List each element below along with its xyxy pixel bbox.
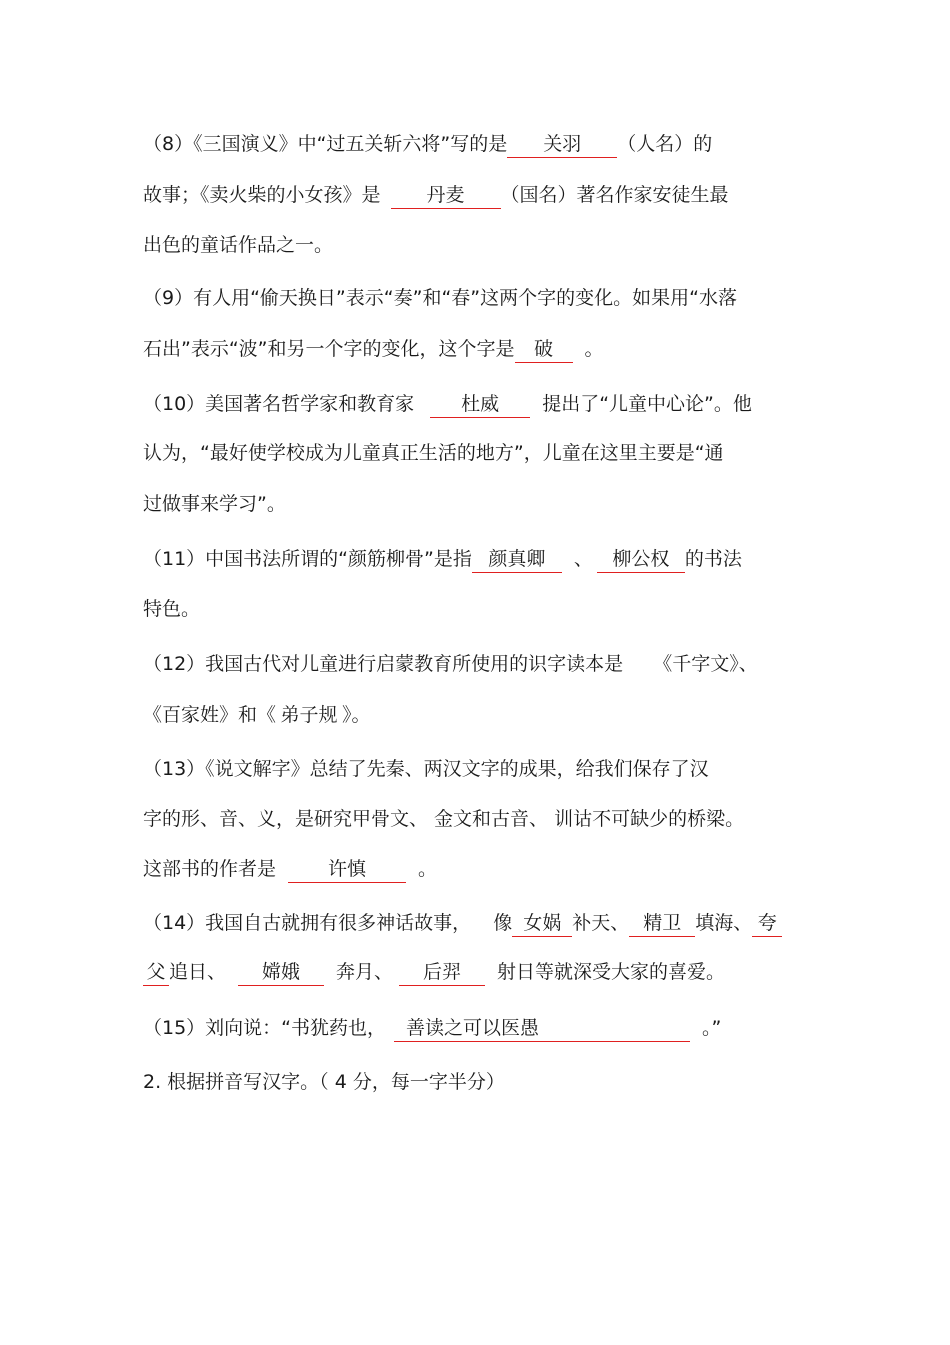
q10-line1: （10）美国著名哲学家和教育家 杜威 提出了“儿童中心论”。他 [143, 391, 752, 418]
q14-answer-blank-3b[interactable]: 父 [143, 959, 169, 986]
q14-answer-blank-2[interactable]: 精卫 [629, 910, 695, 937]
q14-line2: 父 追日、 嫦娥 奔月、 后羿 射日等就深受大家的喜爱。 [143, 959, 725, 986]
q11-line1: （11）中国书法所谓的“颜筋柳骨”是指 颜真卿 、 柳公权 的书法 [143, 546, 742, 573]
q8-line2: 故事；《卖火柴的小女孩》是 丹麦 （国名）著名作家安徒生最 [143, 182, 729, 209]
q8-answer-blank-1[interactable]: 关羽 [507, 131, 617, 158]
q15-answer-blank[interactable]: 善读之可以医愚 [394, 1015, 690, 1042]
q13-answer-blank[interactable]: 许慎 [288, 856, 406, 883]
q15-line1: （15）刘向说：“书犹药也， 善读之可以医愚 。” [143, 1015, 721, 1042]
q14-answer-blank-3a[interactable]: 夸 [752, 910, 782, 937]
q9-line1: （9）有人用“偷天换日”表示“奏”和“春”这两个字的变化。如果用“水落 [143, 287, 737, 309]
q10-line2: 认为，“最好使学校成为儿童真正生活的地方”，儿童在这里主要是“通 [143, 442, 724, 464]
q12-book-3: 弟子规 [280, 704, 338, 726]
q8-line3: 出色的童话作品之一。 [143, 234, 334, 256]
q10-line3: 过做事来学习”。 [143, 493, 286, 515]
q10-answer-blank[interactable]: 杜威 [430, 391, 530, 418]
q12-book-1: 《千字文》、 [653, 653, 758, 675]
q9-answer-blank[interactable]: 破 [515, 336, 573, 363]
q8-line1: （8）《三国演义》中“过五关斩六将”写的是 关羽 （人名）的 [143, 131, 712, 158]
q12-line2: 《百家姓》和《 弟子规 》。 [143, 704, 371, 726]
q13-line1: （13）《说文解字》总结了先秦、两汉文字的成果，给我们保存了汉 [143, 758, 709, 780]
q14-answer-blank-1[interactable]: 女娲 [512, 910, 572, 937]
q14-answer-blank-5[interactable]: 后羿 [399, 959, 485, 986]
q14-answer-blank-4[interactable]: 嫦娥 [238, 959, 324, 986]
q8-answer-blank-2[interactable]: 丹麦 [391, 182, 501, 209]
q11-line2: 特色。 [143, 598, 201, 620]
q13-line2: 字的形、音、义，是研究甲骨文、 金文和古音、 训诂不可缺少的桥梁。 [143, 808, 745, 830]
q13-line3: 这部书的作者是 许慎 。 [143, 856, 437, 883]
q12-line1: （12）我国古代对儿童进行启蒙教育所使用的识字读本是 《千字文》、 [143, 653, 758, 675]
q11-answer-blank-2[interactable]: 柳公权 [597, 546, 685, 573]
section-2-title: 2. 根据拼音写汉字。（ 4 分，每一字半分） [143, 1071, 505, 1093]
q11-answer-blank-1[interactable]: 颜真卿 [472, 546, 562, 573]
q14-line1: （14）我国自古就拥有很多神话故事， 像 女娲 补天、 精卫 填海、 夸 [143, 910, 782, 937]
q9-line2: 石出”表示“波”和另一个字的变化，这个字是 破 。 [143, 336, 604, 363]
